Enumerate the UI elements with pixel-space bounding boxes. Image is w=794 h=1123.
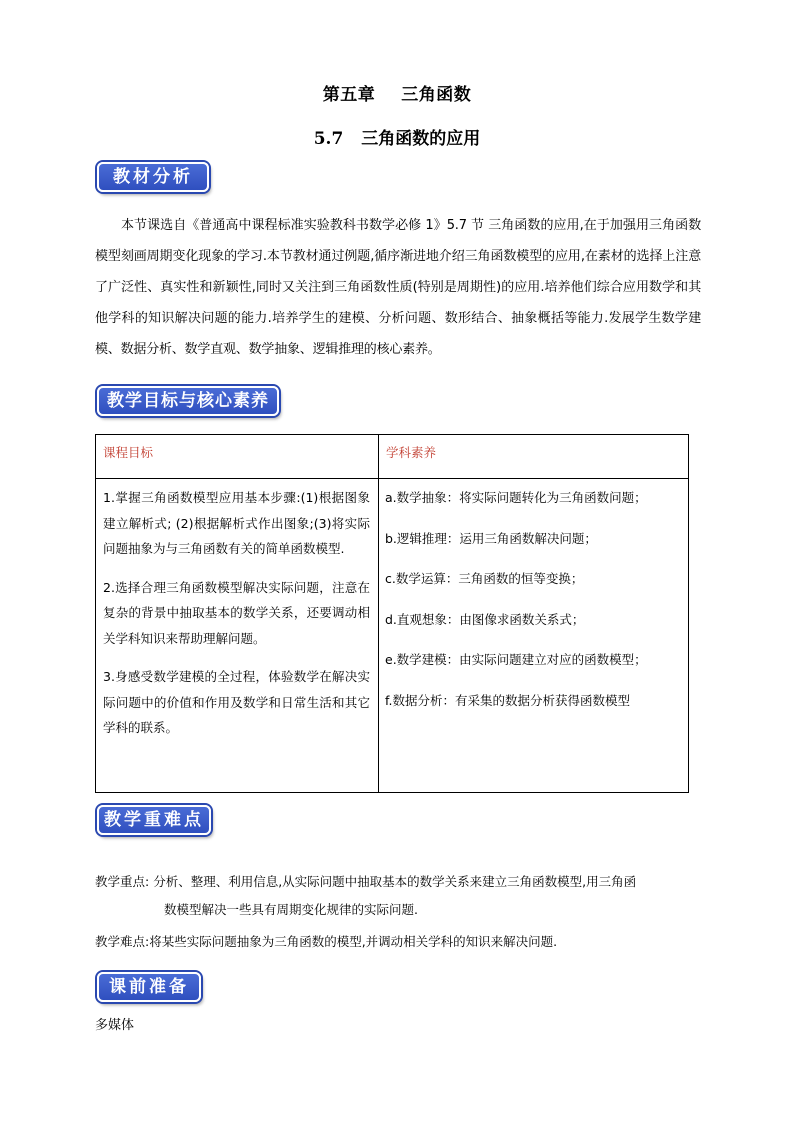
literacy-item: d.直观想象：由图像求函数关系式； (385, 611, 585, 627)
col-header-goal: 课程目标 (96, 435, 379, 479)
chapter-number: 第五章 (322, 85, 376, 105)
literacy-item: f.数据分析：有采集的数据分析获得函数模型 (385, 692, 630, 708)
literacy-item: a.数学抽象：将实际问题转化为三角函数问题； (385, 490, 647, 505)
section-name: 三角函数的应用 (361, 129, 481, 149)
key-point (95, 868, 705, 924)
objectives-table (95, 434, 689, 793)
literacy-item: c.数学运算：三角函数的恒等变换； (385, 571, 584, 586)
col-header-literacy: 学科素养 (379, 435, 689, 479)
key-point-label: 教学重点: (95, 874, 150, 889)
literacy-item: e.数学建模：由实际问题建立对应的函数模型； (385, 652, 647, 667)
chapter-title (0, 80, 794, 105)
key-point-line2: 数模型解决一些具有周期变化规律的实际问题. (164, 902, 418, 917)
literacy-cell (379, 479, 689, 793)
literacy-item: b.逻辑推理：运用三角函数解决问题； (385, 530, 597, 546)
section-title (0, 124, 794, 149)
goal-item: 2.选择合理三角函数模型解决实际问题，注意在复杂的背景中抽取基本的数学关系，还要调动相关学科知识来帮助理解问题。 (103, 579, 370, 646)
analysis-badge: 教材分析 (97, 162, 209, 192)
goal-item: 3.身感受数学建模的全过程，体验数学在解决实际问题中的价值和作用及数学和日常生活和其它学科的联系。 (103, 669, 370, 735)
analysis-paragraph: 本节课选自《普通高中课程标准实验教科书数学必修 1》5.7 节 三角函数的应用,在于加强用三角函数模型刻画周期变化现象的学习.本节教材通过例题,循序渐进地介绍三角函数模型的应用,在素材的选择上注意了广泛性、真实性和新颖性,同时又关注到三角函数性质(特别是周期性)的应用.培养他们综合应用数学和其他学科的知识解决问题的能力.培养学生的建模、分析问题、数形结合、抽象概括等能力.发展学生数学建模、数据分析、数学直观、数学抽象、逻辑推理的核心素养。 (95, 218, 701, 357)
keypoints-badge: 教学重难点 (97, 805, 211, 835)
chapter-name: 三角函数 (401, 85, 472, 105)
section-number: 5.7 (313, 129, 344, 149)
preparation-badge: 课前准备 (97, 972, 201, 1002)
goal-cell (96, 479, 379, 793)
preparation-text: 多媒体 (95, 1018, 135, 1033)
difficult-point: 教学难点:将某些实际问题抽象为三角函数的模型,并调动相关学科的知识来解决问题. (95, 934, 558, 949)
key-point-line1: 分析、整理、利用信息,从实际问题中抽取基本的数学关系来建立三角函数模型,用三角函 (149, 874, 637, 889)
objectives-badge: 教学目标与核心素养 (97, 386, 279, 416)
goal-item: 1.掌握三角函数模型应用基本步骤:(1)根据图象建立解析式; (2)根据解析式作出图象;(3)将实际问题抽象为与三角函数有关的简单函数模型. (103, 490, 370, 556)
